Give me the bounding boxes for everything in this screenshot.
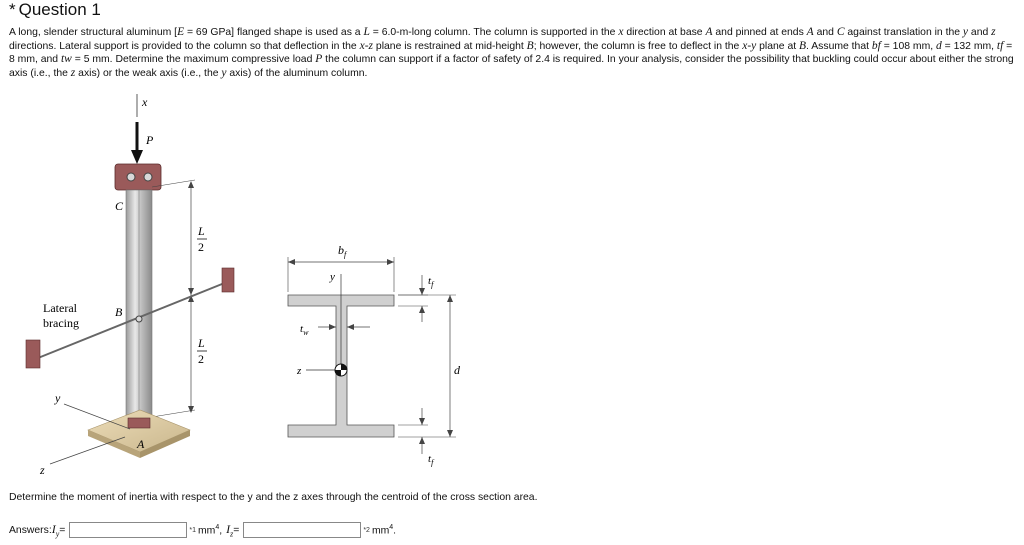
text-segment: the column can support if a factor of safety of 2.4 is required. In your analysis, consider the possibility that buckling could occur about either the strong axis (i.e., the [9,54,1014,79]
tw-arrow-right [347,324,354,330]
unit-1: $mm^4$, [198,523,223,537]
text-segment: A long, slender structural aluminum [ [9,27,178,38]
point-B-label: B [115,305,123,319]
bracing-joint [136,316,142,322]
var-E: E [177,26,185,38]
var-z: z [70,66,76,79]
var-P: P [315,53,323,66]
text-segment: = 6.0-m-long column. The column is supported in the [369,27,619,38]
y-axis-line [64,404,130,429]
point-A-label: A [137,437,145,451]
cs-z-label: z [297,365,302,377]
answers-label: Answers: [9,524,52,536]
z-axis-label: z [40,463,45,477]
text-segment: and pinned at ends [712,27,807,38]
column-diagram [0,92,480,487]
text-segment: . Assume that [806,40,872,52]
var-d: d [936,39,942,52]
text-segment: = 5 mm. Determine the maximum compressive load [71,54,316,66]
lateral-label: Lateral [43,301,77,315]
d-arrow-top [447,295,453,302]
answers-row [9,522,400,538]
Iz-answer-input[interactable] [243,522,361,538]
y-axis-label: y [55,391,61,405]
x-axis-label: x [142,95,148,109]
equals-sign: = [59,524,66,536]
text-segment: and [968,27,992,38]
tw-label: $t_w$ [300,323,309,337]
dim-two-bottom: 2 [198,352,204,366]
d-label: d [454,363,460,377]
question-title-text: Question 1 [18,0,101,19]
z-axis-line [50,437,125,464]
bracing-bracket-right [222,268,234,292]
load-label: P [146,133,154,147]
dim-arrow-top [188,181,194,188]
text-segment: against translation in the [844,27,963,38]
top-pin-bracket [115,164,161,190]
bf-arrow-right [387,259,394,265]
var-L: L [363,26,370,38]
var-bf: bf [871,39,881,52]
var-y: y [221,66,227,79]
d-arrow-bottom [447,430,453,437]
tf-bottom-arrow-2 [419,437,425,444]
var-B: B [526,39,534,52]
tf-top-label: $t_f$ [428,275,434,289]
bf-arrow-left [288,259,295,265]
var-tf: tf [996,39,1004,52]
dim-arrow-bottom [188,406,194,413]
cs-y-label: y [330,271,335,283]
tf-bottom-arrow [419,418,425,425]
equals-sign-2: = [233,524,240,536]
text-segment: = 132 mm, [941,40,997,52]
text-segment: direction at base [623,27,706,38]
dim-L-top: L [198,224,205,238]
dim-L-bottom: L [198,336,205,350]
var-y: y [962,26,969,38]
sub-question-prompt: Determine the moment of inertia with respect to the y and the z axes through the centroid of the cross section area. [9,492,538,503]
var-xz: x-z [359,39,374,52]
var-tw: tw [60,53,72,66]
tf-top-arrow [419,288,425,295]
text-segment: = 69 GPa] flanged shape is used as a [184,27,364,38]
var-B: B [799,39,807,52]
question-title [9,0,101,20]
text-segment: ; however, the column is free to deflect in the [533,40,743,52]
bracing-label: bracing [43,316,79,330]
tf-top-arrow-2 [419,306,425,313]
bf-label: $b_f$ [338,243,347,259]
text-segment: axis) or the weak axis (i.e., the [75,67,222,79]
cross-section [288,243,461,467]
Iz-symbol: $I_z$ [226,522,234,539]
tf-bottom-label: $t_f$ [428,453,434,467]
var-x: x [618,26,624,38]
base-pin-bracket [128,418,150,428]
load-arrowhead [131,150,143,164]
point-C-label: C [115,199,124,213]
top-pin [127,173,135,181]
unit-2: $mm^4$. [371,523,397,537]
text-segment: = 8 mm, and [9,40,1013,66]
top-pin-2 [144,173,152,181]
field-tag-2: *2 [363,526,370,534]
var-A: A [705,26,713,38]
required-star: * [9,0,16,19]
dim-ext-bottom [152,410,195,417]
var-z: z [991,26,996,38]
var-A: A [806,26,814,38]
text-segment: plane at [756,40,800,52]
column-figure [0,92,480,487]
text-segment: plane is restrained at mid-height [373,40,527,52]
Iy-answer-input[interactable] [69,522,187,538]
dim-two-top: 2 [198,240,204,254]
problem-statement [9,26,1017,80]
text-segment: axis) of the aluminum column. [226,67,368,79]
dim-arrow-mid-1 [188,288,194,295]
var-C: C [836,26,845,38]
text-segment: directions. Lateral support is provided to the column so that deflection in the [9,40,360,52]
var-xy: x-y [742,39,757,52]
tw-arrow-left [329,324,336,330]
field-tag-1: *1 [189,526,196,534]
text-segment: and [813,27,837,38]
bracing-bracket-left [26,340,40,368]
Iy-symbol: $I_y$ [51,522,60,539]
text-segment: = 108 mm, [880,40,936,52]
